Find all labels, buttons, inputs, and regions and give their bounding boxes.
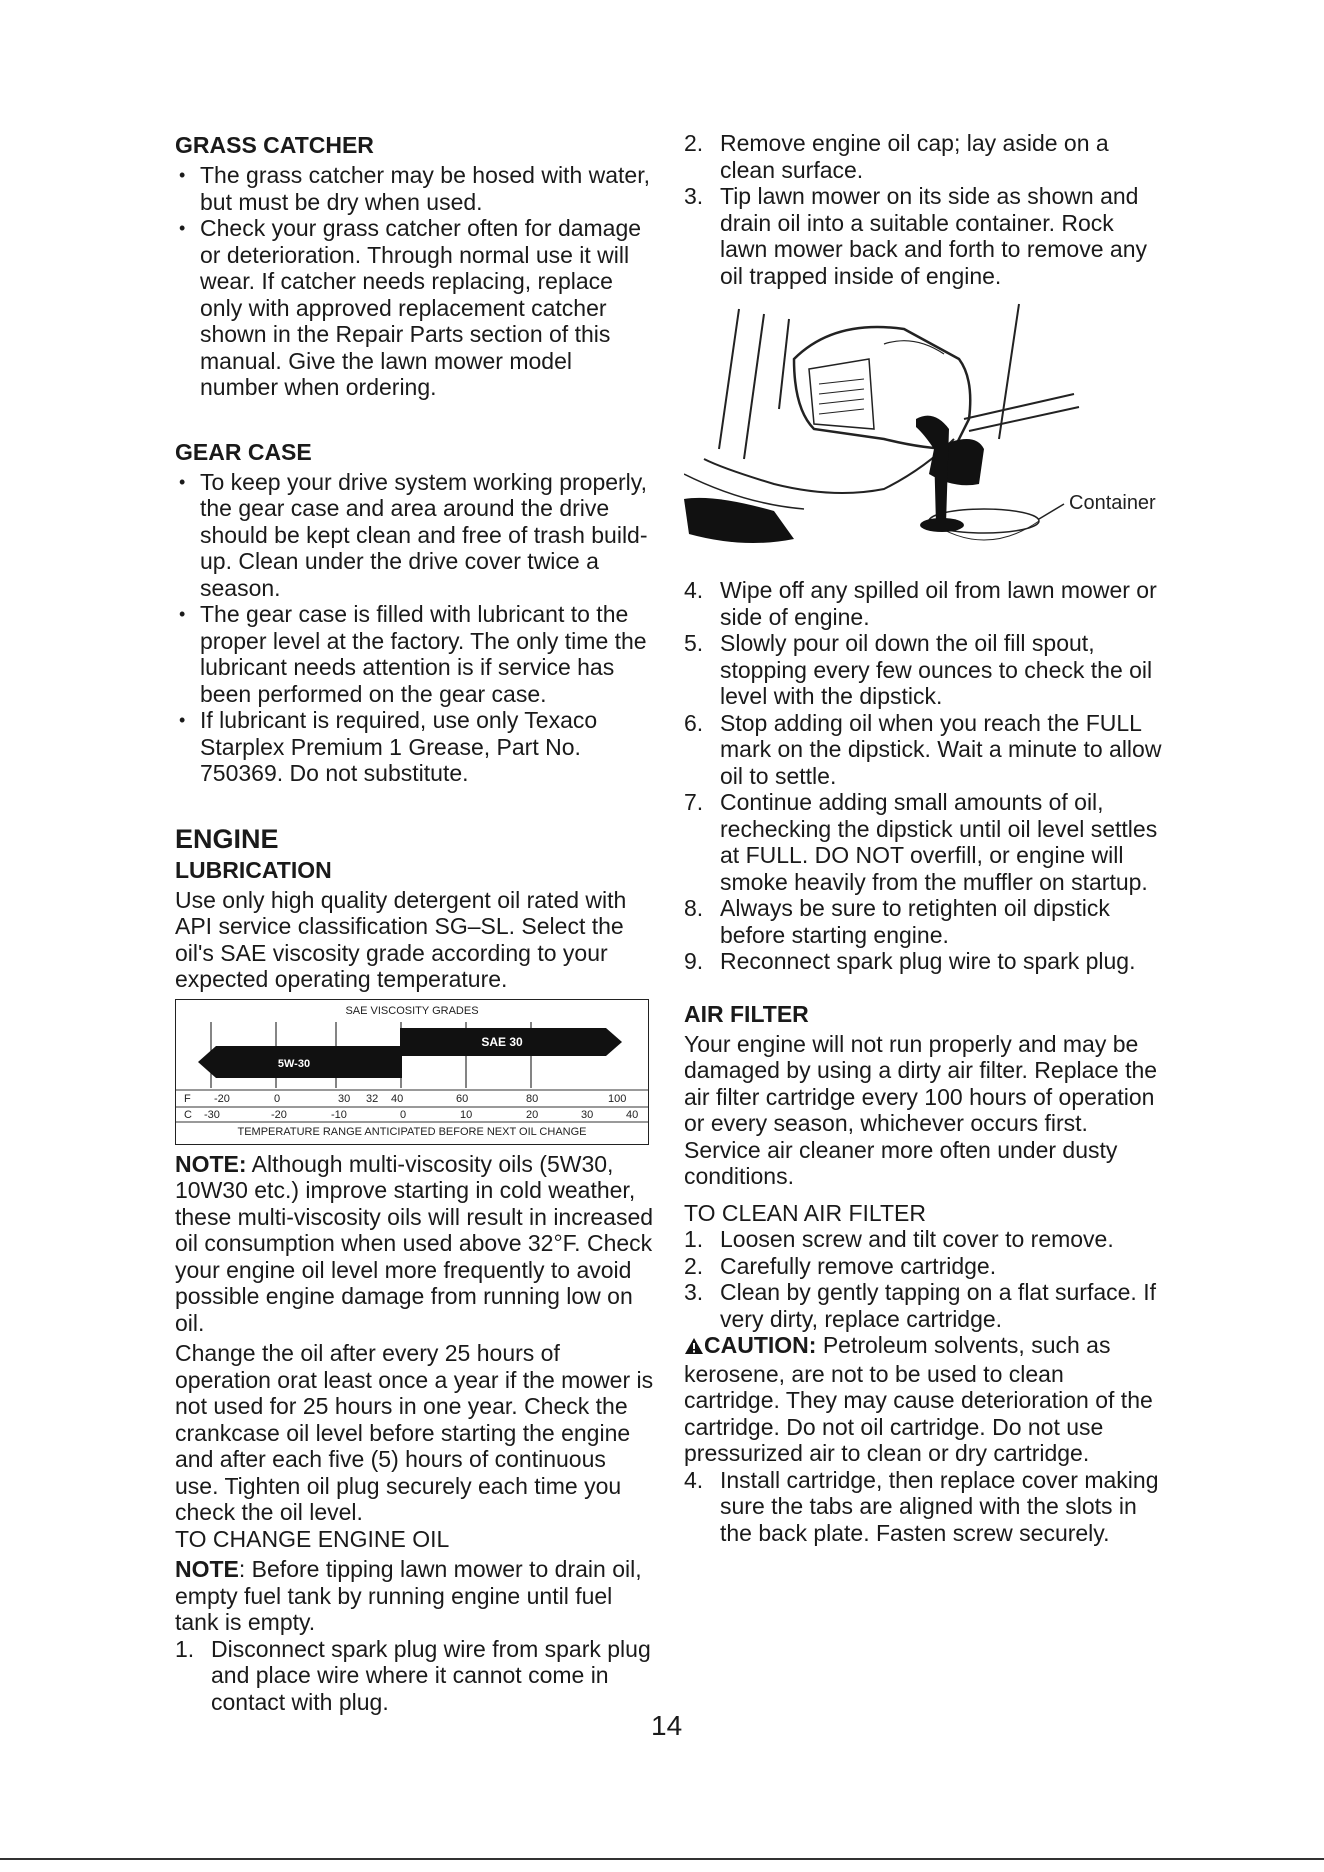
oil-change-interval: Change the oil after every 25 hours of operation orat least once a year if the mower is not used for 25 hours in one year. Check the crankcase oil level before starting the engine and after each five (5) hours of continuous use. Tighten oil plug securely each time you check the oil level. xyxy=(175,1340,654,1525)
engine-heading: ENGINE xyxy=(175,823,279,854)
f-axis-label: F xyxy=(184,1092,191,1105)
list-item: • Check your grass catcher often for damage or deterioration. Through normal use it will wear. If catcher needs replacing, replace only with approved replacement catcher shown in the Repair Parts section of this manual. Give the lawn mower model number when ordering. xyxy=(175,215,655,401)
step-number: 2. xyxy=(684,1252,704,1279)
oil-change-steps-b xyxy=(684,577,1164,975)
list-item xyxy=(684,789,1164,895)
oil-change-steps-a xyxy=(684,130,1164,289)
clean-air-filter-heading: TO CLEAN AIR FILTER xyxy=(684,1199,926,1226)
step-text: Carefully remove cartridge. xyxy=(720,1252,997,1279)
container-label: Container xyxy=(1069,492,1156,514)
list-item xyxy=(684,1279,1164,1332)
step-text: Reconnect spark plug wire to spark plug. xyxy=(720,948,1136,974)
oil-change-steps-left xyxy=(175,1636,655,1716)
lubrication-intro: Use only high quality detergent oil rated with API service classification SG–SL. Select the oil's SAE viscosity grade according to your expected operating temperature. xyxy=(175,886,627,992)
step-text: Disconnect spark plug wire from spark plug and place wire where it cannot come in contact with plug. xyxy=(211,1635,651,1715)
list-item xyxy=(684,630,1164,710)
step-text: Install cartridge, then replace cover making sure the tabs are aligned with the slots in the back plate. Fasten screw securely. xyxy=(720,1466,1159,1546)
step-number: 7. xyxy=(684,789,704,815)
step-number: 2. xyxy=(684,130,704,156)
warning-triangle-icon xyxy=(684,1334,704,1361)
c-tick: 10 xyxy=(460,1108,473,1121)
list-item xyxy=(684,1226,1164,1253)
gear-case-list xyxy=(175,469,655,787)
grass-catcher-heading: GRASS CATCHER xyxy=(175,132,374,158)
list-item: • To keep your drive system working properly, the gear case and area around the drive should be kept clean and free of trash build-up. Clean under the drive cover twice a season. xyxy=(175,469,655,602)
step-text: Continue adding small amounts of oil, rechecking the dipstick until oil level settles at FULL. DO NOT overfill, or engine will smoke heavily from the muffler on startup. xyxy=(720,789,1158,895)
step-text: Stop adding oil when you reach the FULL mark on the dipstick. Wait a minute to allow oil to settle. xyxy=(720,709,1162,789)
f-tick: 30 xyxy=(338,1092,351,1105)
step-text: Clean by gently tapping on a flat surface. If very dirty, replace cartridge. xyxy=(720,1279,1156,1332)
f-tick: -20 xyxy=(214,1092,230,1105)
caution-label: CAUTION: xyxy=(704,1332,817,1358)
step-text: Remove engine oil cap; lay aside on a clean surface. xyxy=(720,130,1109,183)
air-filter-steps xyxy=(684,1226,1164,1332)
step-number: 8. xyxy=(684,895,704,921)
5w30-label: 5W-30 xyxy=(277,1057,311,1070)
gear-case-heading: GEAR CASE xyxy=(175,438,312,465)
tipping-note xyxy=(175,1556,655,1636)
note-label: NOTE xyxy=(175,1556,239,1582)
step-number: 4. xyxy=(684,1466,704,1493)
list-item xyxy=(684,130,1164,183)
viscosity-chart-title: SAE VISCOSITY GRADES xyxy=(345,1004,479,1017)
step-text: Tip lawn mower on its side as shown and drain oil into a suitable container. Rock lawn mower back and forth to remove any oil trapped inside of engine. xyxy=(720,183,1147,289)
sae30-label: SAE 30 xyxy=(481,1034,523,1049)
note-text: : Before tipping lawn mower to drain oil, empty fuel tank by running engine until fuel tank is empty. xyxy=(175,1556,642,1635)
f-tick: 60 xyxy=(456,1092,469,1105)
c-tick: -10 xyxy=(331,1108,347,1121)
step-text: Always be sure to retighten oil dipstick before starting engine. xyxy=(720,895,1110,948)
multi-viscosity-note xyxy=(175,1151,655,1337)
list-item xyxy=(684,948,1164,975)
page-number: 14 xyxy=(651,1710,683,1741)
f-tick: 80 xyxy=(526,1092,539,1105)
step-text: Slowly pour oil down the oil fill spout, stopping every few ounces to check the oil level with the dipstick. xyxy=(720,630,1153,709)
step-number: 1. xyxy=(684,1226,704,1252)
step-text: Loosen screw and tilt cover to remove. xyxy=(720,1226,1114,1252)
mower-tipped-illustration xyxy=(684,299,1164,569)
list-item xyxy=(175,1636,655,1716)
c-tick: 40 xyxy=(626,1108,639,1121)
f-tick: 100 xyxy=(608,1092,627,1105)
left-column xyxy=(175,130,655,1715)
right-column xyxy=(684,130,1164,1546)
f-tick: 40 xyxy=(391,1092,404,1105)
air-filter-intro: Your engine will not run properly and may be damaged by using a dirty air filter. Replace the air filter cartridge every 100 hours of operation or every season, whichever occurs first. Service air cleaner more often under dusty conditions. xyxy=(684,1030,1158,1189)
change-oil-heading: TO CHANGE ENGINE OIL xyxy=(175,1525,450,1552)
caution-text: Petroleum solvents, such as kerosene, are not to be used to clean cartridge. They may cause deterioration of the cartridge. Do not oil cartridge. Do not use pressurized air to clean or dry cartridge. xyxy=(684,1332,1153,1466)
list-item xyxy=(684,1253,1164,1280)
step-number: 6. xyxy=(684,709,704,736)
step-number: 9. xyxy=(684,948,704,974)
step-number: 5. xyxy=(684,630,704,656)
air-filter-steps-2 xyxy=(684,1467,1164,1547)
step-number: 3. xyxy=(684,183,704,209)
list-item xyxy=(684,895,1164,948)
c-axis-label: C xyxy=(184,1108,192,1121)
list-item xyxy=(684,183,1164,289)
list-item xyxy=(684,1467,1164,1547)
list-item xyxy=(684,710,1164,790)
step-number: 3. xyxy=(684,1279,704,1305)
note-text: Although multi-viscosity oils (5W30, 10W30 etc.) improve starting in cold weather, these multi-viscosity oils will result in increased oil consumption when used above 32°F. Check your engine oil level more frequently to avoid possible engine damage from running low on oil. xyxy=(175,1150,654,1336)
c-tick: 20 xyxy=(526,1108,539,1121)
c-tick: -30 xyxy=(204,1108,220,1121)
list-item xyxy=(684,577,1164,630)
lubrication-heading: LUBRICATION xyxy=(175,856,332,883)
c-tick: 30 xyxy=(581,1108,594,1121)
c-tick: -20 xyxy=(271,1108,287,1121)
list-item: • If lubricant is required, use only Texaco Starplex Premium 1 Grease, Part No. 750369. Do not substitute. xyxy=(175,707,655,787)
f-tick: 0 xyxy=(274,1092,281,1105)
viscosity-chart-footer: TEMPERATURE RANGE ANTICIPATED BEFORE NEXT OIL CHANGE xyxy=(237,1125,587,1138)
list-item: • The gear case is filled with lubricant to the proper level at the factory. The only time the lubricant needs attention is if service has been performed on the gear case. xyxy=(175,601,655,707)
step-number: 1. xyxy=(175,1635,195,1662)
grass-catcher-list xyxy=(175,162,655,401)
oil-drain-illustration xyxy=(684,299,1164,569)
c-tick: 0 xyxy=(400,1108,407,1121)
step-number: 4. xyxy=(684,577,704,603)
bottom-divider xyxy=(0,1858,1324,1860)
air-filter-heading: AIR FILTER xyxy=(684,1000,809,1027)
viscosity-chart xyxy=(175,999,649,1145)
list-item: • The grass catcher may be hosed with water, but must be dry when used. xyxy=(175,162,655,215)
note-label: NOTE: xyxy=(175,1150,247,1177)
caution-paragraph xyxy=(684,1332,1164,1467)
step-text: Wipe off any spilled oil from lawn mower or side of engine. xyxy=(720,577,1157,630)
f-tick: 32 xyxy=(366,1092,379,1105)
